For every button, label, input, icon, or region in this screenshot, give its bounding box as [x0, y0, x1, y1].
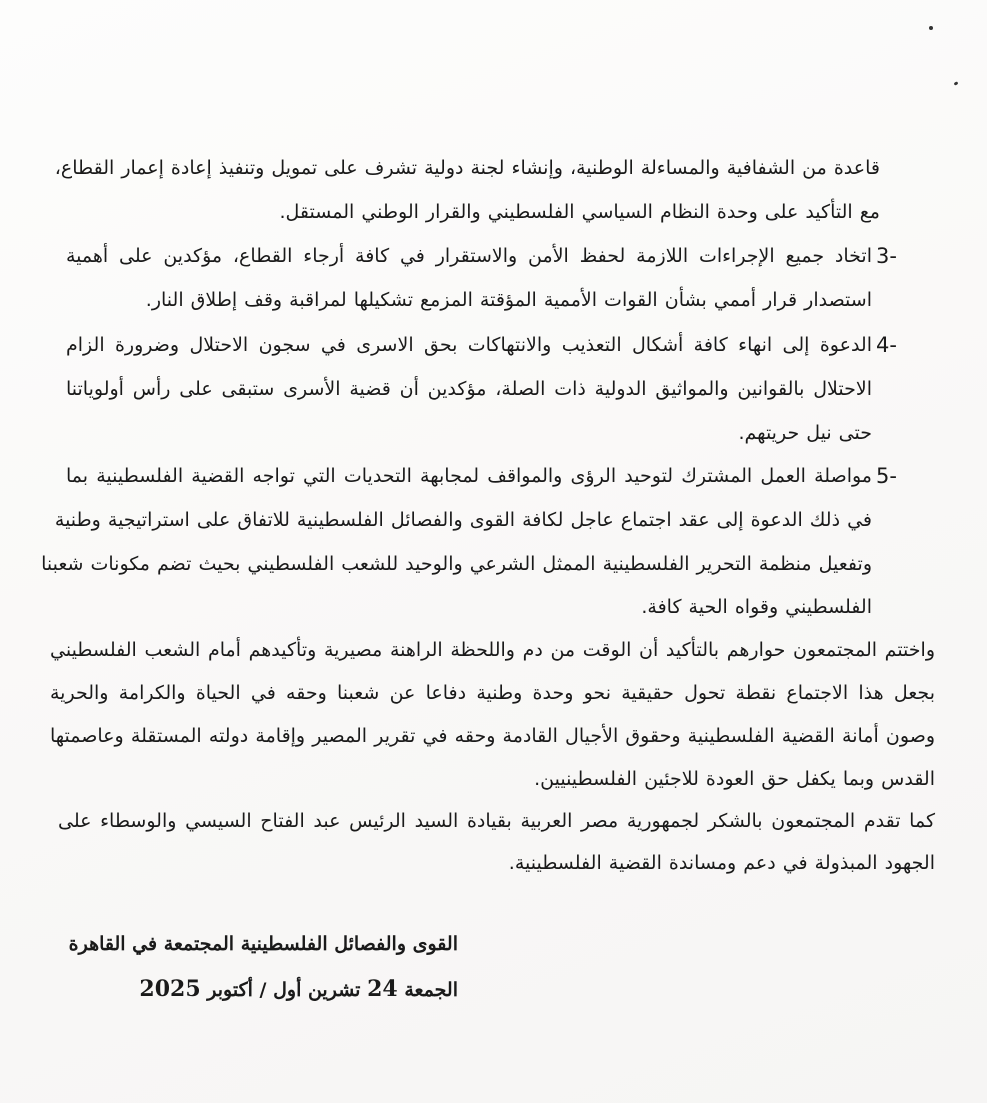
- date-month: تشرين أول / أكتوبر: [207, 979, 361, 1001]
- scan-speck: [954, 81, 959, 86]
- scan-speck: [929, 26, 933, 30]
- closing-paragraph-line: وصون أمانة القضية الفلسطينية وحقوق الأجيال القادمة وحقه في تقرير المصير وإقامة دولته المستقلة وعاصمتها: [50, 725, 935, 747]
- list-item-5-line: الفلسطيني وقواه الحية كافة.: [641, 596, 872, 618]
- list-item-5-line: في ذلك الدعوة إلى عقد اجتماع عاجل لكافة القوى والفصائل الفلسطينية للاتفاق على استراتيجية وطنية: [54, 509, 872, 531]
- list-item-4-line: الدعوة إلى انهاء كافة أشكال التعذيب والانتهاكات بحق الاسرى في سجون الاحتلال وضرورة الزام: [66, 334, 872, 356]
- date-day: 24: [367, 976, 398, 1002]
- list-item-3-line: استصدار قرار أممي بشأن القوات الأممية المؤقتة المزمع تشكيلها لمراقبة وقف إطلاق النار.: [145, 289, 872, 311]
- date-weekday: الجمعة: [404, 979, 458, 1001]
- date-year: 2025: [139, 976, 201, 1002]
- list-item-5-line: مواصلة العمل المشترك لتوحيد الرؤى والمواقف لمجابهة التحديات التي تواجه القضية الفلسطينية بما: [66, 465, 872, 487]
- continuation-line: قاعدة من الشفافية والمساءلة الوطنية، وإنشاء لجنة دولية تشرف على تمويل وتنفيذ إعادة إعمار القطاع،: [54, 157, 880, 179]
- closing-paragraph-line: واختتم المجتمعون حوارهم بالتأكيد أن الوقت من دم واللحظة الراهنة مصيرية وتأكيدهم أمام الشعب الفلسطيني: [50, 639, 935, 661]
- thanks-paragraph-line: كما تقدم المجتمعون بالشكر لجمهورية مصر العربية بقيادة السيد الرئيس عبد الفتاح السيسي والوسطاء على: [58, 810, 935, 832]
- signature-organization: القوى والفصائل الفلسطينية المجتمعة في القاهرة: [68, 933, 458, 955]
- list-item-4-line: حتى نيل حريتهم.: [738, 422, 872, 444]
- list-item-3-line: اتخاد جميع الإجراءات اللازمة لحفظ الأمن والاستقرار في كافة أرجاء القطاع، مؤكدين على أهمية: [66, 245, 872, 267]
- list-item-4-number: 4-: [876, 333, 897, 357]
- closing-paragraph-line: القدس وبما يكفل حق العودة للاجئين الفلسطينيين.: [534, 768, 935, 790]
- continuation-line: مع التأكيد على وحدة النظام السياسي الفلسطيني والقرار الوطني المستقل.: [279, 201, 880, 223]
- list-item-5-line: وتفعيل منظمة التحرير الفلسطينية الممثل الشرعي والوحيد للشعب الفلسطيني بحيث تضم مكونات شعبنا: [41, 553, 872, 575]
- list-item-3-number: 3-: [876, 244, 897, 268]
- list-item-4-line: الاحتلال بالقوانين والمواثيق الدولية ذات الصلة، مؤكدين أن قضية الأسرى ستبقى على رأس أولوياتنا: [66, 378, 872, 400]
- closing-paragraph-line: بجعل هذا الاجتماع نقطة تحول حقيقية نحو وحدة وطنية دفاعا عن شعبنا وحقه في الحياة والكرامة والحرية: [50, 682, 935, 704]
- thanks-paragraph-line: الجهود المبذولة في دعم ومساندة القضية الفلسطينية.: [508, 852, 935, 874]
- list-item-5-number: 5-: [876, 464, 897, 488]
- signature-date: [50, 972, 458, 1007]
